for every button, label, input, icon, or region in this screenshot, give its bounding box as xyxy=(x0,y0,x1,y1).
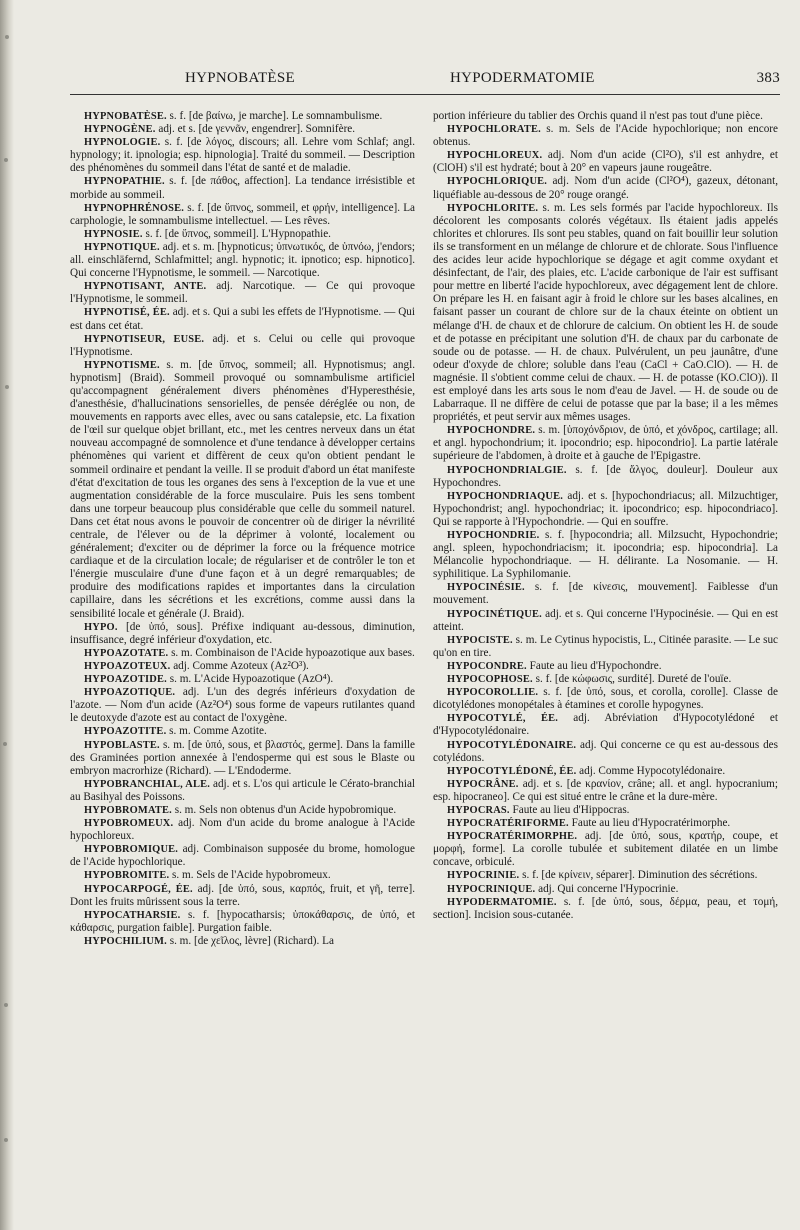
entry-definition: s. m. Sels non obtenus d'un Acide hypobromique. xyxy=(171,803,397,816)
dictionary-entry xyxy=(433,175,778,201)
dictionary-entry xyxy=(70,778,415,804)
entry-headword: HYPOCHONDRIALGIE. xyxy=(447,464,567,476)
dictionary-entry xyxy=(70,175,415,201)
margin-speckle xyxy=(3,742,7,746)
dictionary-entry xyxy=(433,424,778,463)
entry-definition: adj. et s. L'os qui articule le Cérato-branchial au Basihyal des Poissons. xyxy=(70,777,416,803)
entry-definition: adj. Comme Hypocotylédonaire. xyxy=(576,764,726,777)
entry-definition: s. f. [de λόγος, discours; all. Lehre vom Schlaf; angl. hypnology; it. ipnologia; esp. hipnologia]. Traité du sommeil. — Description des phénomènes du sommeil dans l'état de santé et de maladie. xyxy=(70,136,415,175)
entry-definition: Faute au lieu d'Hypocratérimorphe. xyxy=(568,817,731,830)
entry-headword: HYPNOPHRÉNOSE. xyxy=(84,202,185,214)
dictionary-entry xyxy=(70,869,415,882)
entry-definition: adj. Nom d'un acide (Cl²O⁴), gazeux, détonant, liquéfiable au-dessous de 20° rouge orangé. xyxy=(433,175,778,201)
entry-headword: HYPOCHLORITE. xyxy=(447,202,539,214)
entry-headword: HYPOCINÉTIQUE. xyxy=(447,608,542,620)
entry-headword: HYPOBROMIQUE. xyxy=(84,844,179,856)
entry-definition: adj. et s. Celui ou celle qui provoque l'Hypnotisme. xyxy=(70,332,415,358)
dictionary-entry xyxy=(433,608,778,634)
entry-definition: s. m. Sels de l'Acide hypobromeux. xyxy=(169,869,331,882)
entry-definition: adj. et s. [de γεννᾶν, engendrer]. Somnifère. xyxy=(155,123,356,136)
entry-headword: HYPOBLASTE. xyxy=(84,739,160,751)
dictionary-entry xyxy=(433,490,778,529)
entry-headword: HYPNOTISEUR, EUSE. xyxy=(84,333,205,345)
entry-headword: HYPNOPATHIE. xyxy=(84,176,165,188)
entry-headword: HYPOBROMEUX. xyxy=(84,818,174,830)
entry-definition: s. f. [de ἄλγος, douleur]. Douleur aux Hypochondres. xyxy=(433,463,778,489)
entry-definition: adj. Qui concerne l'Hypocrinie. xyxy=(535,882,679,895)
entry-definition: s. m. Sels de l'Acide hypochlorique; non encore obtenus. xyxy=(433,123,778,149)
left-column xyxy=(70,110,415,948)
entry-headword: HYPOCRATÉRIFORME. xyxy=(447,818,569,830)
dictionary-entry xyxy=(433,581,778,607)
entry-definition: s. m. Comme Azotite. xyxy=(166,725,267,738)
entry-headword: HYPNOTISÉ, ÉE. xyxy=(84,307,170,319)
entry-headword: HYPOCISTE. xyxy=(447,634,513,646)
entry-definition: portion inférieure du tablier des Orchis quand il n'est pas tout d'une pièce. xyxy=(433,110,763,122)
dictionary-entry xyxy=(433,869,778,882)
dictionary-entry xyxy=(433,804,778,817)
entry-headword: HYPOCOTYLÉDONÉ, ÉE. xyxy=(447,765,577,777)
entry-definition: Faute au lieu d'Hypochondre. xyxy=(526,659,662,672)
entry-definition: s. f. [de ὑπό, sous, δέρμα, peau, et τομή, section]. Incision sous-cutanée. xyxy=(433,895,778,921)
entry-definition: adj. et s. Qui a subi les effets de l'Hypnotisme. — Qui est dans cet état. xyxy=(70,306,416,332)
entry-headword: HYPO. xyxy=(84,621,118,633)
dictionary-entry xyxy=(70,333,415,359)
entry-definition: adj. Nom d'un acide (Cl²O), s'il est anhydre, et (ClOH) s'il est hydraté; bout à 20° en vapeurs jaune rougeâtre. xyxy=(433,149,778,175)
header-center-word: HYPODERMATOMIE xyxy=(450,70,595,86)
entry-headword: HYPNOTISME. xyxy=(84,359,160,371)
entry-headword: HYPODERMATOMIE. xyxy=(447,896,557,908)
entry-headword: HYPOCOTYLÉDONAIRE. xyxy=(447,739,577,751)
page-binding-edge xyxy=(0,0,14,1230)
entry-definition: adj. [de ὑπό, sous, καρπός, fruit, et γῆ, terre]. Dont les fruits mûrissent sous la terre. xyxy=(70,882,415,908)
entry-headword: HYPOCHONDRIAQUE. xyxy=(447,490,564,502)
entry-headword: HYPOCHLOREUX. xyxy=(447,150,543,162)
margin-speckle xyxy=(4,158,8,162)
dictionary-entry xyxy=(433,712,778,738)
dictionary-entry xyxy=(70,123,415,136)
dictionary-entry xyxy=(433,110,778,123)
entry-headword: HYPOBROMITE. xyxy=(84,870,170,882)
dictionary-entry xyxy=(70,843,415,869)
dictionary-entry xyxy=(70,739,415,778)
entry-definition: s. m. [ὑποχόνδριον, de ὑπό, et χόνδρος, cartilage; all. et angl. hypochondrium; it. ipocondrio; esp. hipocondrio]. La partie latérale supérieure de l'abdomen, à droite et à gauche de l'Epigastre. xyxy=(433,424,778,463)
entry-definition: Faute au lieu d'Hippocras. xyxy=(509,803,630,816)
entry-headword: HYPOCRINIE. xyxy=(447,870,520,882)
entry-definition: adj. Qui concerne ce qu est au-dessous des cotylédons. xyxy=(433,738,778,764)
dictionary-entry xyxy=(70,686,415,725)
entry-headword: HYPOCARPOGÉ, ÉE. xyxy=(84,883,193,895)
dictionary-entry xyxy=(433,739,778,765)
entry-definition: s. f. [de κρίνειν, séparer]. Diminution des sécrétions. xyxy=(519,869,758,882)
entry-definition: s. m. Combinaison de l'Acide hypoazotique aux bases. xyxy=(168,646,415,659)
dictionary-entry xyxy=(433,778,778,804)
entry-headword: HYPOCRAS. xyxy=(447,804,510,816)
entry-headword: HYPOCHLORIQUE. xyxy=(447,176,548,188)
entry-definition: s. m. Les sels formés par l'acide hypochloreux. Ils décolorent les composants colorés végétaux. Ils étaient jadis appelés chlorites et chlorures. Ils sont peu stables, quand on fait bouillir leur solution ils se transforment en un mélange de chlorure et de chlorate. Sous l'influence des acides leur acide hypochlorique se dégage et agit comme oxydant et désinfectant, de l'air, des plaies, etc. L'acide carbonique de l'air est suffisant pour mettre en liberté l'acide hypochloreux, avec dégagement lent de chlore. On prépare les H. en faisant agir à froid le chlore sur les bases alcalines, en faisant passer un courant de chlore sur de la chaux éteinte on obtient un mélange d'H. de chaux et de chlorure de calcium. On obtient les H. de soude et de potasse en précipitant une solution d'H. de chaux par du carbonate de soude ou de potasse. — H. de chaux. Pulvérulent, un peu jaunâtre, d'une odeur d'oxyde de chlore; soluble dans l'eau (CaCl + CaO.ClO). — H. de magnésie. Il s'obtient comme celui de chaux. — H. de potasse (KO.ClO)). Il est employé dans les arts sous le nom d'eau de Javel. — H. de soude ou de Labarraque. Il ne diffère de celui de potasse que par la base; il a les mêmes propriétés, et peut servir aux mêmes usages. xyxy=(433,201,778,424)
dictionary-entry xyxy=(433,464,778,490)
dictionary-entry xyxy=(70,621,415,647)
entry-definition: adj. et s. [hypochondriacus; all. Milzuchtiger, Hypochondrist; angl. hypochondriac; it. ipocondrico; esp. hipocondriaco]. Qui se rapporte à l'Hypochondrie. — Qui en souffre. xyxy=(433,489,778,528)
dictionary-entry xyxy=(433,634,778,660)
dictionary-entry xyxy=(433,660,778,673)
entry-headword: HYPNOTISANT, ANTE. xyxy=(84,281,207,293)
entry-definition: adj. L'un des degrés inférieurs d'oxydation de l'azote. — Nom d'un acide (Az²O⁴) sous forme de vapeurs rutilantes quand le deutoxyde d'azote est au contact de l'oxygène. xyxy=(70,686,415,725)
entry-definition: adj. et s. m. [hypnoticus; ὑπνωτικός, de ὑπνόω, j'endors; all. einschläfernd, Schlafmittel; angl. hypnotic; it. ipnotico; esp. hipnotico]. Qui concerne l'Hypnotisme, le sommeil. — Narcotique. xyxy=(70,240,415,280)
header-left-word: HYPNOBATÈSE xyxy=(185,70,295,86)
dictionary-entry xyxy=(70,647,415,660)
dictionary-entry xyxy=(70,306,415,332)
entry-headword: HYPOCINÉSIE. xyxy=(447,582,525,594)
entry-headword: HYPOAZOTIQUE. xyxy=(84,687,176,699)
dictionary-entry xyxy=(433,123,778,149)
entry-headword: HYPOAZOTITE. xyxy=(84,726,167,738)
dictionary-entry xyxy=(70,660,415,673)
entry-definition: adj. et s. Qui concerne l'Hypocinésie. — Qui en est atteint. xyxy=(433,607,778,633)
dictionary-entry xyxy=(70,110,415,123)
entry-definition: adj. Abréviation d'Hypocotylédoné et d'Hypocotylédonaire. xyxy=(433,712,778,738)
dictionary-entry xyxy=(70,202,415,228)
dictionary-entry xyxy=(70,935,415,948)
dictionary-entry xyxy=(433,817,778,830)
entry-definition: s. f. [de ὕπνος, sommeil, et φρήν, intelligence]. La carphologie, le somnambulisme intellectuel. — Les rêves. xyxy=(70,201,415,227)
running-header xyxy=(70,70,780,92)
entry-definition: s. f. [de κώφωσις, surdité]. Dureté de l'ouïe. xyxy=(532,673,732,686)
dictionary-entry xyxy=(433,529,778,581)
entry-definition: s. m. [de ὕπνος, sommeil; all. Hypnotismus; angl. hypnotism] (Braid). Sommeil provoqué ou somnambulisme artificiel qu'accompagnent généralement divers phénomènes d'Hyperesthésie, d'anesthésie, d'hallucinations sensorielles, de pensée déréglée ou non, de mouvements en rapports avec elles, avec ou sans catalepsie, etc. La fixation de l'œil sur quelque objet brillant, etc., met les centres nerveux dans un état nouveau accompagné de somnolence et d'une tendance à développer certains phénomènes qui varient et diffèrent de ceux qu'on obtient pendant le sommeil ordinaire et pendant la veille. Il se produit d'abord un état manifeste d'état d'excitation de tous les organes des sens à l'exception de la vue et une augmentation considérable de la force musculaire. Puis les sens tombent dans une torpeur beaucoup plus considérable que celle du sommeil naturel. Dans cet état nous avons le pouvoir de concentrer où de diriger la névrilité centrale, de l'élever ou de la déprimer à volonté, localement ou généralement; d'exciter ou de déprimer la force ou la fréquence motrice cardiaque et de la circulation locale; de régulariser et de contrôler le ton et l'énergie musculaire d'une d'une façon et à un degré remarquables; de produire des modifications rapides et importantes dans la circulation capillaire, dans les sécrétions et les excrétions, comme aussi dans la sensibilité locale et générale (J. Braid). xyxy=(70,358,415,620)
dictionary-entry xyxy=(70,359,415,621)
dictionary-entry xyxy=(433,686,778,712)
entry-definition: s. m. L'Acide Hypoazotique (AzO⁴). xyxy=(166,673,334,686)
entry-headword: HYPNOGÈNE. xyxy=(84,124,156,136)
entry-definition: s. f. [de βαίνω, je marche]. Le somnambulisme. xyxy=(166,110,383,122)
entry-definition: s. f. [hypocondria; all. Milzsucht, Hypochondrie; angl. spleen, hypochondriacism; it. ipocondria; esp. hipocondria]. La Mélancolie hypochondriaque. — H. délirante. La Nosomanie. — H. syphilitique. La Syphilomanie. xyxy=(433,529,778,581)
entry-headword: HYPOCHLORATE. xyxy=(447,124,541,136)
dictionary-entry xyxy=(70,909,415,935)
dictionary-entry xyxy=(433,673,778,686)
margin-speckle xyxy=(4,1003,8,1007)
entry-headword: HYPOCRINIQUE. xyxy=(447,883,536,895)
entry-definition: s. m. Le Cytinus hypocistis, L., Citinée parasite. — Le suc qu'on en tire. xyxy=(433,633,778,659)
entry-headword: HYPOCOTYLÉ, ÉE. xyxy=(447,713,559,725)
entry-headword: HYPNOLOGIE. xyxy=(84,137,161,149)
entry-headword: HYPOBRANCHIAL, ALE. xyxy=(84,778,211,790)
dictionary-entry xyxy=(433,830,778,869)
dictionary-entry xyxy=(70,883,415,909)
dictionary-entry xyxy=(433,202,778,425)
entry-headword: HYPNOTIQUE. xyxy=(84,241,160,253)
entry-definition: adj. Narcotique. — Ce qui provoque l'Hypnotisme, le sommeil. xyxy=(70,280,415,306)
entry-headword: HYPOCATHARSIE. xyxy=(84,909,181,921)
entry-definition: s. f. [de ὑπό, sous, et corolla, corolle]. Classe de dicotylédones monopétales à étamines et corolle hypogynes. xyxy=(433,686,778,712)
entry-definition: s. f. [de κίνεσις, mouvement]. Faiblesse d'un mouvement. xyxy=(433,581,778,607)
entry-headword: HYPOCOPHOSE. xyxy=(447,674,533,686)
entry-headword: HYPOCONDRE. xyxy=(447,660,527,672)
dictionary-entry xyxy=(70,228,415,241)
entry-definition: s. f. [hypocatharsis; ὑποκάθαρσις, de ὑπό, et κάθαρσις, purgation faible]. Purgation faible. xyxy=(70,908,415,934)
entry-headword: HYPOAZOTEUX. xyxy=(84,660,171,672)
entry-definition: adj. et s. [de κρανίον, crâne; all. et angl. hypocranium; esp. hipocraneo]. Ce qui est situé entre le crâne et la dure-mère. xyxy=(433,777,778,803)
dictionary-entry xyxy=(70,817,415,843)
entry-headword: HYPOCHILIUM. xyxy=(84,935,167,947)
entry-definition: s. m. [de ὑπό, sous, et βλαστός, germe]. Dans la famille des Graminées portion annexée à l'endosperme qui est sous le Blaste ou embryon macrorhize (Richard). — L'Endoderme. xyxy=(70,738,415,777)
dictionary-entry xyxy=(433,149,778,175)
entry-headword: HYPOCRÂNE. xyxy=(447,778,519,790)
entry-headword: HYPNOBATÈSE. xyxy=(84,111,167,122)
entry-headword: HYPOAZOTIDE. xyxy=(84,674,167,686)
page-number: 383 xyxy=(756,70,780,86)
entry-definition: [de ὑπό, sous]. Préfixe indiquant au-dessous, diminution, insuffisance, degré inférieur d'oxydation, etc. xyxy=(70,620,415,646)
entry-headword: HYPNOSIE. xyxy=(84,228,143,240)
entry-definition: s. m. [de χεῖλος, lèvre] (Richard). La xyxy=(166,934,334,947)
margin-speckle xyxy=(5,385,9,389)
dictionary-entry xyxy=(70,725,415,738)
entry-headword: HYPOCHONDRE. xyxy=(447,425,536,437)
dictionary-entry xyxy=(70,673,415,686)
entry-headword: HYPOCRATÉRIMORPHE. xyxy=(447,831,578,843)
dictionary-entry xyxy=(70,241,415,280)
entry-definition: adj. Combinaison supposée du brome, homologue de l'Acide hypochlorique. xyxy=(70,843,415,869)
entry-headword: HYPOCHONDRIE. xyxy=(447,530,540,541)
margin-speckle xyxy=(4,1138,8,1142)
entry-definition: adj. Comme Azoteux (Az²O³). xyxy=(170,659,309,672)
dictionary-entry xyxy=(433,896,778,922)
right-column xyxy=(433,110,778,922)
dictionary-entry xyxy=(433,883,778,896)
header-rule xyxy=(70,94,780,95)
entry-definition: s. f. [de ὕπνος, sommeil]. L'Hypnopathie. xyxy=(142,227,331,240)
entry-definition: adj. [de ὑπό, sous, κρατήρ, coupe, et μορφή, forme]. La corolle tubulée et subitement dilatée en un limbe concave, orbiculé. xyxy=(433,830,778,869)
entry-definition: adj. Nom d'un acide du brome analogue à l'Acide hypochloreux. xyxy=(70,817,415,843)
dictionary-entry xyxy=(70,136,415,175)
dictionary-entry xyxy=(433,765,778,778)
entry-headword: HYPOAZOTATE. xyxy=(84,647,169,659)
entry-headword: HYPOCOROLLIE. xyxy=(447,687,539,699)
dictionary-entry xyxy=(70,804,415,817)
margin-speckle xyxy=(5,35,9,39)
dictionary-entry xyxy=(70,280,415,306)
entry-definition: s. f. [de πάθος, affection]. La tendance irrésistible et morbide au sommeil. xyxy=(70,175,415,201)
entry-headword: HYPOBROMATE. xyxy=(84,804,172,816)
